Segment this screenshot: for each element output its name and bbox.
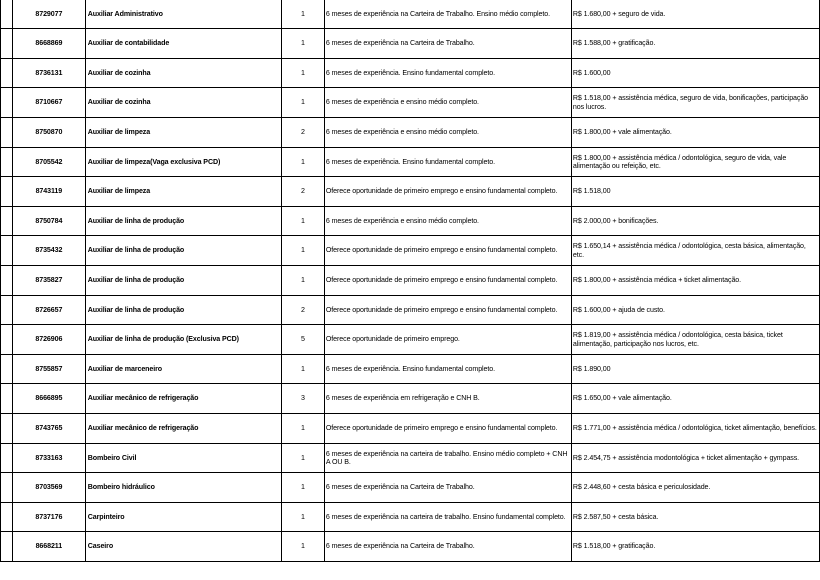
- salary-benefits-cell: R$ 1.600,00 + ajuda de custo.: [571, 296, 819, 325]
- job-title-cell: Caseiro: [85, 532, 281, 562]
- job-title-cell: Bombeiro Civil: [85, 444, 281, 473]
- job-code-cell: 8735432: [12, 236, 85, 266]
- job-code-cell: 8743765: [12, 414, 85, 444]
- table-row: [1, 325, 820, 355]
- row-margin-cell: [1, 296, 13, 325]
- row-margin-cell: [1, 59, 13, 88]
- requirements-cell: 6 meses de experiência em refrigeração e CNH B.: [324, 384, 571, 414]
- job-code-cell: 8733163: [12, 444, 85, 473]
- job-title-cell: Auxiliar mecânico de refrigeração: [85, 384, 281, 414]
- requirements-cell: 6 meses de experiência na carteira de trabalho. Ensino fundamental completo.: [324, 503, 571, 532]
- vacancy-count-cell: 2: [282, 177, 325, 207]
- vacancy-count-cell: 1: [282, 29, 325, 59]
- vacancy-count-cell: 1: [282, 414, 325, 444]
- job-title-cell: Auxiliar de limpeza(Vaga exclusiva PCD): [85, 148, 281, 177]
- job-title-cell: Carpinteiro: [85, 503, 281, 532]
- salary-benefits-cell: R$ 1.819,00 + assistência médica / odontológica, cesta básica, ticket alimentação, participação nos lucros, etc.: [571, 325, 819, 355]
- vacancy-count-cell: 1: [282, 207, 325, 236]
- row-margin-cell: [1, 532, 13, 562]
- job-title-cell: Auxiliar de contabilidade: [85, 29, 281, 59]
- job-title-cell: Auxiliar mecânico de refrigeração: [85, 414, 281, 444]
- job-code-cell: 8737176: [12, 503, 85, 532]
- salary-benefits-cell: R$ 1.890,00: [571, 355, 819, 384]
- requirements-cell: 6 meses de experiência e ensino médio completo.: [324, 88, 571, 118]
- requirements-cell: Oferece oportunidade de primeiro emprego e ensino fundamental completo.: [324, 414, 571, 444]
- job-code-cell: 8743119: [12, 177, 85, 207]
- vacancy-count-cell: 5: [282, 325, 325, 355]
- table-row: [1, 444, 820, 473]
- row-margin-cell: [1, 414, 13, 444]
- job-code-cell: 8750784: [12, 207, 85, 236]
- row-margin-cell: [1, 207, 13, 236]
- table-row: [1, 532, 820, 562]
- requirements-cell: Oferece oportunidade de primeiro emprego e ensino fundamental completo.: [324, 236, 571, 266]
- requirements-cell: Oferece oportunidade de primeiro emprego e ensino fundamental completo.: [324, 177, 571, 207]
- row-margin-cell: [1, 266, 13, 296]
- job-title-cell: Bombeiro hidráulico: [85, 473, 281, 503]
- salary-benefits-cell: R$ 1.588,00 + gratificação.: [571, 29, 819, 59]
- job-listings-body: [1, 0, 820, 562]
- row-margin-cell: [1, 325, 13, 355]
- salary-benefits-cell: R$ 1.518,00 + assistência médica, seguro de vida, bonificações, participação nos lucros.: [571, 88, 819, 118]
- requirements-cell: Oferece oportunidade de primeiro emprego e ensino fundamental completo.: [324, 296, 571, 325]
- requirements-cell: 6 meses de experiência e ensino médio completo.: [324, 207, 571, 236]
- table-row: [1, 59, 820, 88]
- vacancy-count-cell: 1: [282, 355, 325, 384]
- table-row: [1, 118, 820, 148]
- requirements-cell: Oferece oportunidade de primeiro emprego.: [324, 325, 571, 355]
- vacancy-count-cell: 1: [282, 266, 325, 296]
- job-code-cell: 8729077: [12, 0, 85, 29]
- requirements-cell: 6 meses de experiência na Carteira de Trabalho. Ensino médio completo.: [324, 0, 571, 29]
- row-margin-cell: [1, 355, 13, 384]
- row-margin-cell: [1, 148, 13, 177]
- salary-benefits-cell: R$ 2.587,50 + cesta básica.: [571, 503, 819, 532]
- row-margin-cell: [1, 0, 13, 29]
- row-margin-cell: [1, 118, 13, 148]
- job-title-cell: Auxiliar de linha de produção: [85, 296, 281, 325]
- table-row: [1, 29, 820, 59]
- vacancy-count-cell: 1: [282, 88, 325, 118]
- salary-benefits-cell: R$ 1.518,00 + gratificação.: [571, 532, 819, 562]
- requirements-cell: 6 meses de experiência. Ensino fundamental completo.: [324, 355, 571, 384]
- row-margin-cell: [1, 444, 13, 473]
- requirements-cell: 6 meses de experiência na Carteira de Trabalho.: [324, 29, 571, 59]
- table-row: [1, 503, 820, 532]
- job-title-cell: Auxiliar de linha de produção (Exclusiva PCD): [85, 325, 281, 355]
- table-row: [1, 355, 820, 384]
- table-row: [1, 207, 820, 236]
- salary-benefits-cell: R$ 1.771,00 + assistência médica / odontológica, ticket alimentação, benefícios.: [571, 414, 819, 444]
- requirements-cell: 6 meses de experiência. Ensino fundamental completo.: [324, 59, 571, 88]
- vacancy-count-cell: 1: [282, 503, 325, 532]
- table-row: [1, 384, 820, 414]
- table-row: [1, 177, 820, 207]
- vacancy-count-cell: 1: [282, 444, 325, 473]
- table-row: [1, 236, 820, 266]
- row-margin-cell: [1, 88, 13, 118]
- row-margin-cell: [1, 503, 13, 532]
- job-code-cell: 8735827: [12, 266, 85, 296]
- vacancy-count-cell: 1: [282, 0, 325, 29]
- table-row: [1, 148, 820, 177]
- job-code-cell: 8755857: [12, 355, 85, 384]
- job-code-cell: 8736131: [12, 59, 85, 88]
- requirements-cell: Oferece oportunidade de primeiro emprego e ensino fundamental completo.: [324, 266, 571, 296]
- job-code-cell: 8726906: [12, 325, 85, 355]
- vacancy-count-cell: 1: [282, 148, 325, 177]
- requirements-cell: 6 meses de experiência. Ensino fundamental completo.: [324, 148, 571, 177]
- table-row: [1, 266, 820, 296]
- table-row: [1, 414, 820, 444]
- vacancy-count-cell: 1: [282, 59, 325, 88]
- job-code-cell: 8750870: [12, 118, 85, 148]
- vacancy-count-cell: 1: [282, 532, 325, 562]
- job-title-cell: Auxiliar de cozinha: [85, 59, 281, 88]
- salary-benefits-cell: R$ 1.800,00 + vale alimentação.: [571, 118, 819, 148]
- salary-benefits-cell: R$ 1.800,00 + assistência médica + ticket alimentação.: [571, 266, 819, 296]
- table-row: [1, 0, 820, 29]
- job-title-cell: Auxiliar de linha de produção: [85, 266, 281, 296]
- row-margin-cell: [1, 177, 13, 207]
- job-code-cell: 8710667: [12, 88, 85, 118]
- salary-benefits-cell: R$ 1.518,00: [571, 177, 819, 207]
- job-code-cell: 8703569: [12, 473, 85, 503]
- job-title-cell: Auxiliar de linha de produção: [85, 207, 281, 236]
- salary-benefits-cell: R$ 1.650,14 + assistência médica / odontológica, cesta básica, alimentação, etc.: [571, 236, 819, 266]
- vacancy-count-cell: 3: [282, 384, 325, 414]
- salary-benefits-cell: R$ 2.448,60 + cesta básica e periculosidade.: [571, 473, 819, 503]
- row-margin-cell: [1, 29, 13, 59]
- job-code-cell: 8705542: [12, 148, 85, 177]
- job-code-cell: 8666895: [12, 384, 85, 414]
- job-title-cell: Auxiliar de linha de produção: [85, 236, 281, 266]
- requirements-cell: 6 meses de experiência na Carteira de Trabalho.: [324, 532, 571, 562]
- salary-benefits-cell: R$ 1.600,00: [571, 59, 819, 88]
- requirements-cell: 6 meses de experiência na carteira de trabalho. Ensino médio completo + CNH A OU B.: [324, 444, 571, 473]
- salary-benefits-cell: R$ 1.680,00 + seguro de vida.: [571, 0, 819, 29]
- salary-benefits-cell: R$ 2.000,00 + bonificações.: [571, 207, 819, 236]
- table-row: [1, 88, 820, 118]
- salary-benefits-cell: R$ 1.650,00 + vale alimentação.: [571, 384, 819, 414]
- job-title-cell: Auxiliar de marceneiro: [85, 355, 281, 384]
- requirements-cell: 6 meses de experiência na Carteira de Trabalho.: [324, 473, 571, 503]
- job-title-cell: Auxiliar de limpeza: [85, 177, 281, 207]
- job-code-cell: 8726657: [12, 296, 85, 325]
- job-code-cell: 8668869: [12, 29, 85, 59]
- table-row: [1, 473, 820, 503]
- vacancy-count-cell: 1: [282, 473, 325, 503]
- job-title-cell: Auxiliar de cozinha: [85, 88, 281, 118]
- row-margin-cell: [1, 384, 13, 414]
- salary-benefits-cell: R$ 2.454,75 + assistência modontológica + ticket alimentação + gympass.: [571, 444, 819, 473]
- salary-benefits-cell: R$ 1.800,00 + assistência médica / odontológica, seguro de vida, vale alimentação ou refeição, etc.: [571, 148, 819, 177]
- row-margin-cell: [1, 236, 13, 266]
- vacancy-count-cell: 1: [282, 236, 325, 266]
- job-code-cell: 8668211: [12, 532, 85, 562]
- table-row: [1, 296, 820, 325]
- requirements-cell: 6 meses de experiência e ensino médio completo.: [324, 118, 571, 148]
- row-margin-cell: [1, 473, 13, 503]
- vacancy-count-cell: 2: [282, 118, 325, 148]
- job-title-cell: Auxiliar de limpeza: [85, 118, 281, 148]
- job-title-cell: Auxiliar Administrativo: [85, 0, 281, 29]
- vacancy-count-cell: 2: [282, 296, 325, 325]
